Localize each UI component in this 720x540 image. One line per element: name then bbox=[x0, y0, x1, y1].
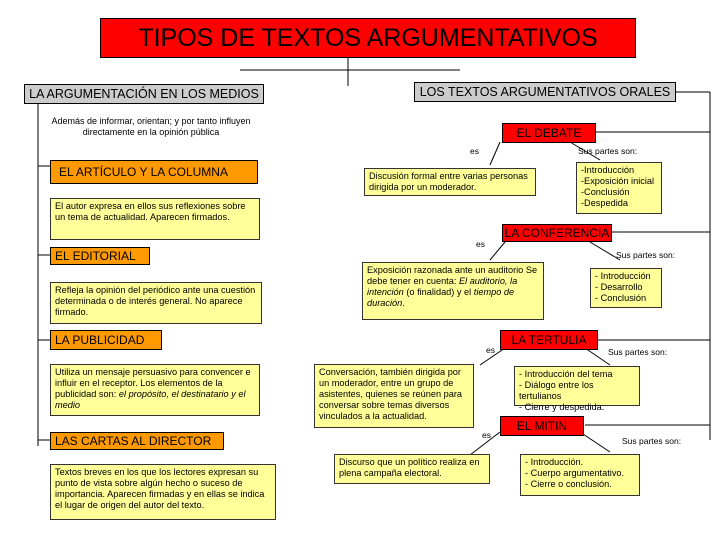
mitin-partes-label: Sus partes son: bbox=[622, 436, 682, 446]
conferencia-def-i1: El auditorio, la intención bbox=[367, 276, 518, 297]
debate-parts: -Introducción -Exposición inicial -Conclusión -Despedida bbox=[576, 162, 662, 214]
conferencia-es-label: es bbox=[476, 239, 485, 249]
conferencia-def-b: (o finalidad) y el bbox=[406, 287, 472, 297]
tertulia-parts: - Introducción del tema - Diálogo entre los tertulianos - Cierre y despedida. bbox=[514, 366, 640, 406]
debate-def: Discusión formal entre varias personas dirigida por un moderador. bbox=[364, 168, 536, 196]
mitin-parts: - Introducción. - Cuerpo argumentativo. - Cierre o conclusión. bbox=[520, 454, 640, 496]
header-orales: LOS TEXTOS ARGUMENTATIVOS ORALES bbox=[414, 82, 676, 102]
publicidad-desc-text: Utiliza un mensaje persuasivo para convencer e influir en el receptor. Los elementos de la publicidad son: bbox=[55, 367, 251, 399]
node-mitin: EL MITIN bbox=[500, 416, 584, 436]
debate-partes-label: Sus partes son: bbox=[578, 146, 638, 156]
conferencia-def bbox=[362, 262, 544, 320]
articulo-desc: El autor expresa en ellos sus reflexiones sobre un tema de actualidad. Aparecen firmados. bbox=[50, 198, 260, 240]
node-conferencia: LA CONFERENCIA bbox=[502, 224, 612, 242]
header-medios: LA ARGUMENTACIÓN EN LOS MEDIOS bbox=[24, 84, 264, 104]
conferencia-def-c: . bbox=[402, 298, 405, 308]
medios-intro: Además de informar, orientan; y por tanto influyen directamente en la opinión pública bbox=[51, 116, 251, 137]
tertulia-es-label: es bbox=[486, 345, 495, 355]
conferencia-partes-label: Sus partes son: bbox=[616, 250, 676, 260]
tertulia-def: Conversación, también dirigida por un moderador, entre un grupo de asistentes, quienes se reúnen para conversar sobre temas diversos vinculados a la actualidad. bbox=[314, 364, 474, 428]
conferencia-def-a: Exposición razonada ante un auditorio Se debe tener en cuenta: bbox=[367, 265, 538, 286]
node-tertulia: LA TERTULIA bbox=[500, 330, 598, 350]
conferencia-parts: - Introducción - Desarrollo - Conclusión bbox=[590, 268, 662, 308]
editorial-desc: Refleja la opinión del periódico ante una cuestión determinada o de interés general. No aparece firmado. bbox=[50, 282, 262, 324]
publicidad-desc bbox=[50, 364, 260, 416]
conferencia-def-i2: tiempo de duración bbox=[367, 287, 515, 308]
node-articulo: EL ARTÍCULO Y LA COLUMNA bbox=[50, 160, 258, 184]
mitin-es-label: es bbox=[482, 430, 491, 440]
page-title: TIPOS DE TEXTOS ARGUMENTATIVOS bbox=[100, 18, 636, 58]
node-publicidad: LA PUBLICIDAD bbox=[50, 330, 162, 350]
cartas-desc: Textos breves en los que los lectores expresan su punto de vista sobre algún hecho o suceso de importancia. Aparecen firmadas y en ellas se indica el lugar de origen del autor del texto. bbox=[50, 464, 276, 520]
node-cartas: LAS CARTAS AL DIRECTOR bbox=[50, 432, 224, 450]
publicidad-desc-italic: el propósito, el destinatario y el medio bbox=[55, 389, 246, 410]
debate-es-label: es bbox=[470, 146, 479, 156]
node-editorial: EL EDITORIAL bbox=[50, 247, 150, 265]
tertulia-partes-label: Sus partes son: bbox=[608, 347, 668, 357]
node-debate: EL DEBATE bbox=[502, 123, 596, 143]
mitin-def: Discurso que un político realiza en plena campaña electoral. bbox=[334, 454, 490, 484]
